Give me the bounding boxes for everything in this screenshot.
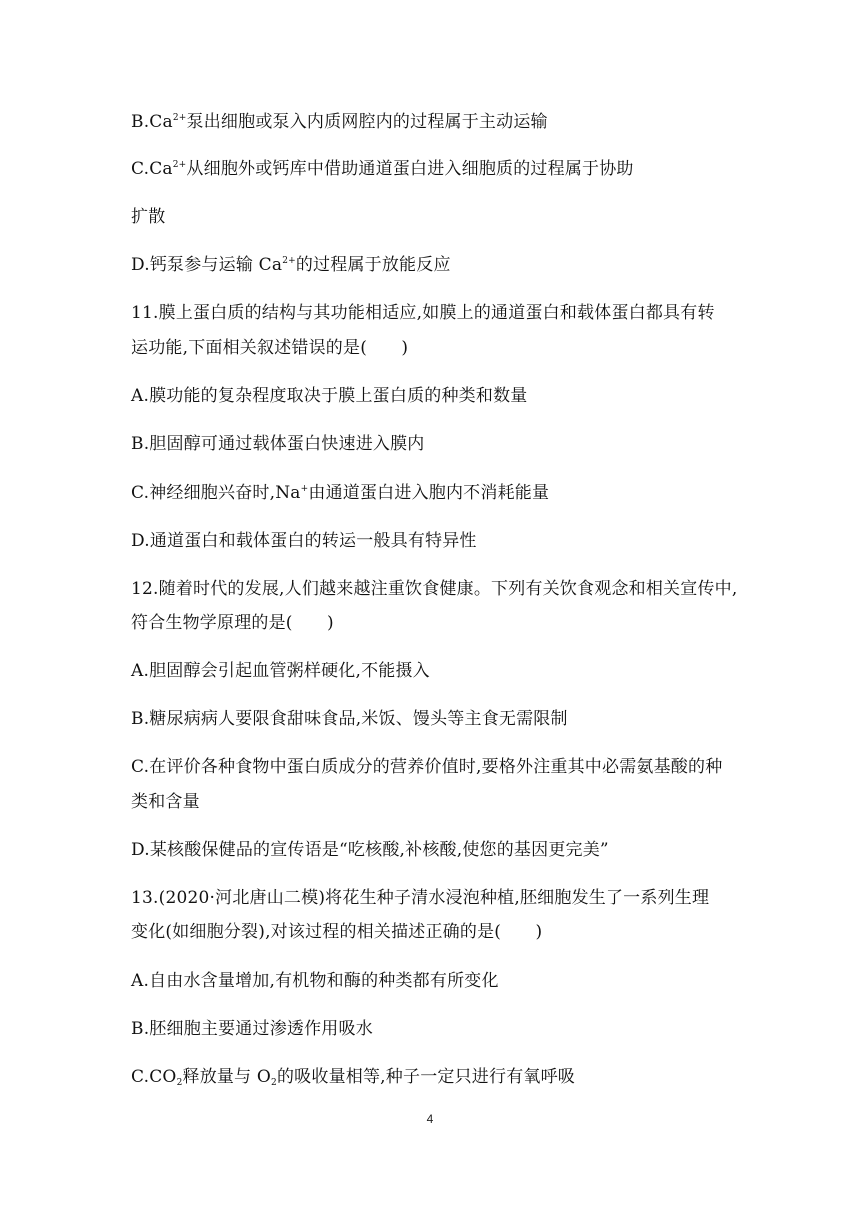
option-c-calcium-channel (131, 158, 634, 180)
text-run: 释放量与 O (182, 1067, 272, 1087)
superscript: 2+ (282, 256, 296, 266)
option-d-calcium-pump (131, 254, 451, 276)
superscript: 2+ (172, 113, 187, 123)
subscript: 2 (271, 1078, 277, 1088)
question-13-option-b: B.胚细胞主要通过渗透作用吸水 (131, 1019, 373, 1039)
question-13-option-a: A.自由水含量增加,有机物和酶的种类都有所变化 (131, 971, 499, 991)
superscript: 2+ (172, 160, 187, 170)
question-13-option-c (131, 1066, 575, 1088)
question-12-option-a: A.胆固醇会引起血管粥样硬化,不能摄入 (131, 661, 430, 681)
text-run: C.CO (131, 1067, 177, 1087)
question-12-option-c: C.在评价各种食物中蛋白质成分的营养价值时,要格外注重其中必需氨基酸的种 (131, 757, 723, 777)
question-11-option-d: D.通道蛋白和载体蛋白的转运一般具有特异性 (131, 531, 477, 551)
text-run: 泵出细胞或泵入内质网腔内的过程属于主动运输 (186, 112, 548, 132)
question-11-stem-continued: 运功能,下面相关叙述错误的是( ) (131, 338, 409, 358)
question-12-option-b: B.糖尿病病人要限食甜味食品,米饭、馒头等主食无需限制 (131, 709, 568, 729)
text-run: 从细胞外或钙库中借助通道蛋白进入细胞质的过程属于协助 (186, 159, 634, 179)
question-12-option-d: D.某核酸保健品的宣传语是“吃核酸,补核酸,使您的基因更完美” (131, 840, 609, 860)
question-11-stem: 11.膜上蛋白质的结构与其功能相适应,如膜上的通道蛋白和载体蛋白都具有转 (131, 303, 715, 323)
superscript: + (300, 484, 309, 494)
text-run: D.钙泵参与运输 Ca (131, 255, 283, 275)
text-run: 的过程属于放能反应 (295, 255, 451, 275)
question-12-stem: 12.随着时代的发展,人们越来越注重饮食健康。下列有关饮食观念和相关宣传中, (131, 579, 738, 599)
text-run: 由通道蛋白进入胞内不消耗能量 (308, 483, 550, 503)
text-run: B.Ca (131, 112, 173, 132)
question-13-stem-continued: 变化(如细胞分裂),对该过程的相关描述正确的是( ) (131, 922, 543, 942)
question-11-option-c (131, 482, 549, 504)
text-run: C.神经细胞兴奋时,Na (131, 483, 301, 503)
question-13-stem: 13.(2020·河北唐山二模)将花生种子清水浸泡种植,胚细胞发生了一系列生理 (131, 888, 710, 908)
option-c-continuation: 扩散 (131, 207, 166, 227)
question-11-option-a: A.膜功能的复杂程度取决于膜上蛋白质的种类和数量 (131, 386, 528, 406)
subscript: 2 (176, 1078, 183, 1088)
option-b-calcium-pump (131, 111, 548, 133)
page-number: 4 (426, 1112, 434, 1126)
text-run: C.Ca (131, 159, 173, 179)
question-12-stem-continued: 符合生物学原理的是( ) (131, 613, 334, 633)
text-run: 的吸收量相等,种子一定只进行有氧呼吸 (276, 1067, 575, 1087)
question-12-option-c-continued: 类和含量 (131, 792, 200, 812)
question-11-option-b: B.胆固醇可通过载体蛋白快速进入膜内 (131, 434, 425, 454)
